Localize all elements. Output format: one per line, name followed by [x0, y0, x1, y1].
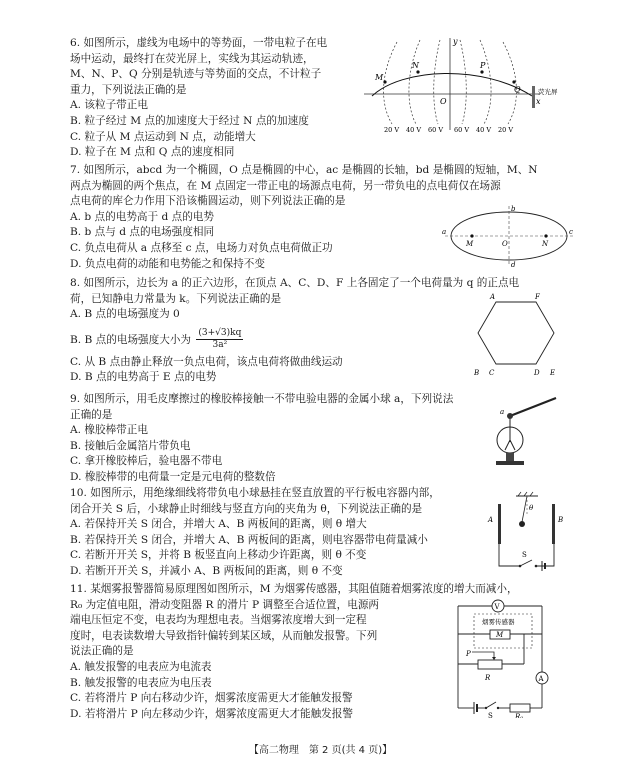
fig9-a-label: a	[500, 408, 505, 416]
q11-line-5: 说法正确的是	[70, 645, 134, 658]
q8-option-d: D. B 点的电势高于 E 点的电势	[70, 371, 217, 384]
fig6-v1: 20 V	[384, 126, 400, 134]
q10-option-c: C. 若断开开关 S，并将 B 板竖直向上移动少许距离，则 θ 不变	[70, 549, 367, 562]
q8-formula-numerator: (3+√3)kq	[198, 328, 242, 339]
fig6-q-label: Q	[514, 85, 521, 94]
page-footer: 【高二物理 第 2 页(共 4 页)】	[248, 745, 393, 756]
fig10-b-label: B	[558, 516, 564, 524]
q7-option-d: D. 负点电荷的动能和电势能之和保持不变	[70, 257, 265, 270]
q10-line-1: 10. 如图所示，用绝缘细线将带负电小球悬挂在竖直放置的平行板电容器内部，	[70, 487, 440, 499]
q8-line-2: 荷，已知静电力常量为 k。下列说法正确的是	[70, 292, 282, 305]
fig11-ammeter-label: A	[538, 675, 544, 683]
fig11-r0-label: R₀	[515, 713, 524, 718]
q8-formula-denominator: 3a²	[212, 340, 228, 351]
fig10-a-label: A	[488, 516, 494, 524]
fig8-e-label: E	[550, 369, 556, 377]
q8-option-b: B. B 点的电场强度大小为	[70, 333, 192, 346]
q6-option-c: C. 粒子从 M 点运动到 N 点，动能增大	[70, 130, 256, 143]
fig6-o-label: O	[440, 97, 447, 106]
q11-option-b: B. 触发报警的电表应为电压表	[70, 676, 212, 689]
fig11-s-label: S	[488, 712, 493, 718]
fig11-sensor-label: 烟雾传感器	[482, 618, 515, 626]
q9-option-b: B. 接触后金属箔片带负电	[70, 439, 191, 452]
fig7-b-label: b	[511, 205, 516, 213]
q9-line-1: 9. 如图所示，用毛皮摩擦过的橡胶棒接触一不带电验电器的金属小球 a，下列说法	[70, 393, 454, 405]
fig11-voltmeter-label: V	[494, 603, 500, 611]
figure-capacitor	[480, 490, 574, 574]
fig6-y-label: y	[453, 37, 458, 46]
fig8-f-label: F	[535, 293, 540, 301]
figure-ellipse	[442, 204, 576, 268]
q9-line-2: 正确的是	[70, 408, 113, 421]
q6-option-d: D. 粒子在 M 点和 Q 点的速度相同	[70, 146, 235, 159]
fig6-n-label: N	[412, 61, 419, 70]
q10-line-2: 闭合开关 S 后，小球静止时细线与竖直方向的夹角为 θ，下列说法正确的是	[70, 502, 423, 515]
question-8	[70, 276, 519, 386]
fig6-p-label: P	[480, 61, 486, 70]
q8-formula	[196, 328, 243, 351]
fig8-c-label: C	[489, 369, 495, 377]
q11-option-a: A. 触发报警的电表应为电流表	[70, 660, 212, 673]
q6-option-b: B. 粒子经过 M 点的加速度大于经过 N 点的加速度	[70, 114, 309, 127]
fig11-m-label: M	[496, 631, 504, 639]
q11-line-2: R₀ 为定值电阻，滑动变阻器 R 的滑片 P 调整至合适位置，电源两	[70, 598, 380, 611]
q6-line-4: 重力，下列说法正确的是	[70, 83, 187, 96]
fig7-d-label: d	[511, 261, 516, 268]
q6-line-3: M、N、P、Q 分别是轨迹与等势面的交点，不计粒子	[70, 68, 322, 81]
question-6	[70, 36, 327, 161]
fig6-v2: 40 V	[406, 126, 422, 134]
fig7-c-label: c	[569, 228, 573, 236]
q6-option-a: A. 该粒子带正电	[70, 99, 148, 112]
fig10-theta-label: θ	[529, 504, 534, 512]
q7-option-c: C. 负点电荷从 a 点移至 c 点，电场力对负点电荷做正功	[70, 241, 333, 254]
fig8-d-label: D	[534, 369, 540, 377]
q6-line-2: 场中运动，最终打在荧光屏上，实线为其运动轨迹，	[70, 52, 314, 65]
q10-option-d: D. 若断开开关 S，并减小 A、B 两板间的距离，则 θ 不变	[70, 564, 343, 577]
fig6-v5: 40 V	[476, 126, 492, 134]
q10-option-a: A. 若保持开关 S 闭合，并增大 A、B 两板间的距离，则 θ 增大	[70, 518, 367, 531]
q7-line-3: 点电荷的库仑力作用下沿该椭圆运动，则下列说法正确的是	[70, 195, 346, 208]
fig6-x-label: x	[536, 97, 541, 106]
question-9	[70, 392, 453, 486]
fig7-a-label: a	[442, 228, 447, 236]
q7-option-a: A. b 点的电势高于 d 点的电势	[70, 210, 214, 223]
q10-option-b: B. 若保持开关 S 闭合，并增大 A、B 两板间的距离，则电容器带电荷量减小	[70, 533, 428, 546]
figure-electroscope	[486, 394, 562, 470]
q7-line-1: 7. 如图所示，abcd 为一个椭圆，O 点是椭圆的中心，ac 是椭圆的长轴，bd 是椭圆的短轴，M、N	[70, 164, 538, 176]
q9-option-d: D. 橡胶棒带的电荷量一定是元电荷的整数倍	[70, 470, 276, 483]
q8-option-c: C. 从 B 点由静止释放一负点电荷，该点电荷将做曲线运动	[70, 355, 343, 368]
q8-line-1: 8. 如图所示，边长为 a 的正六边形，在顶点 A、C、D、F 上各固定了一个电荷量为 q 的正点电	[70, 277, 520, 289]
figure-smoke-alarm-circuit	[452, 598, 564, 718]
fig8-a-label: A	[490, 293, 496, 301]
fig7-o-label: O	[502, 240, 508, 248]
q9-option-c: C. 拿开橡胶棒后，验电器不带电	[70, 455, 223, 468]
q7-line-2: 两点为椭圆的两个焦点，在 M 点固定一带正电的场源点电荷，另一带负电的点电荷仅在场源	[70, 179, 501, 192]
q11-line-1: 11. 某烟雾报警器简易原理图如图所示，M 为烟雾传感器，其阻值随着烟雾浓度的增大而减小，	[70, 583, 518, 595]
fig11-r-label: R	[485, 674, 491, 682]
figure-hexagon	[474, 288, 558, 378]
fig7-m-label: M	[466, 240, 474, 248]
q8-option-a: A. B 点的电场强度为 0	[70, 308, 180, 321]
q11-option-c: C. 若将滑片 P 向右移动少许，烟雾浓度需更大才能触发报警	[70, 692, 353, 705]
fig6-screen-label: 荧光屏	[538, 88, 558, 96]
q8-option-b-row	[70, 325, 519, 355]
q11-option-d: D. 若将滑片 P 向左移动少许，烟雾浓度需更大才能触发报警	[70, 707, 353, 720]
q6-line-1: 6. 如图所示，虚线为电场中的等势面，一带电粒子在电	[70, 37, 328, 49]
figure-equipotential	[362, 34, 562, 134]
fig7-n-label: N	[542, 240, 549, 248]
fig11-p-label: P	[466, 650, 471, 658]
fig6-v6: 20 V	[498, 126, 514, 134]
q9-option-a: A. 橡胶棒带正电	[70, 424, 148, 437]
question-11	[70, 582, 518, 722]
q11-line-3: 端电压恒定不变，电表均为理想电表。当烟雾浓度增大到一定程	[70, 614, 367, 627]
q7-option-b: B. b 点与 d 点的电场强度相同	[70, 226, 215, 239]
fig6-v3: 60 V	[428, 126, 444, 134]
fig6-m-label: M	[375, 73, 384, 82]
fig6-v4: 60 V	[454, 126, 470, 134]
question-10	[70, 486, 440, 580]
fig10-s-label: S	[522, 551, 527, 559]
fig8-b-label: B	[474, 369, 480, 377]
q11-line-4: 度时，电表读数增大导致指针偏转到某区域，从而触发报警。下列	[70, 629, 378, 642]
